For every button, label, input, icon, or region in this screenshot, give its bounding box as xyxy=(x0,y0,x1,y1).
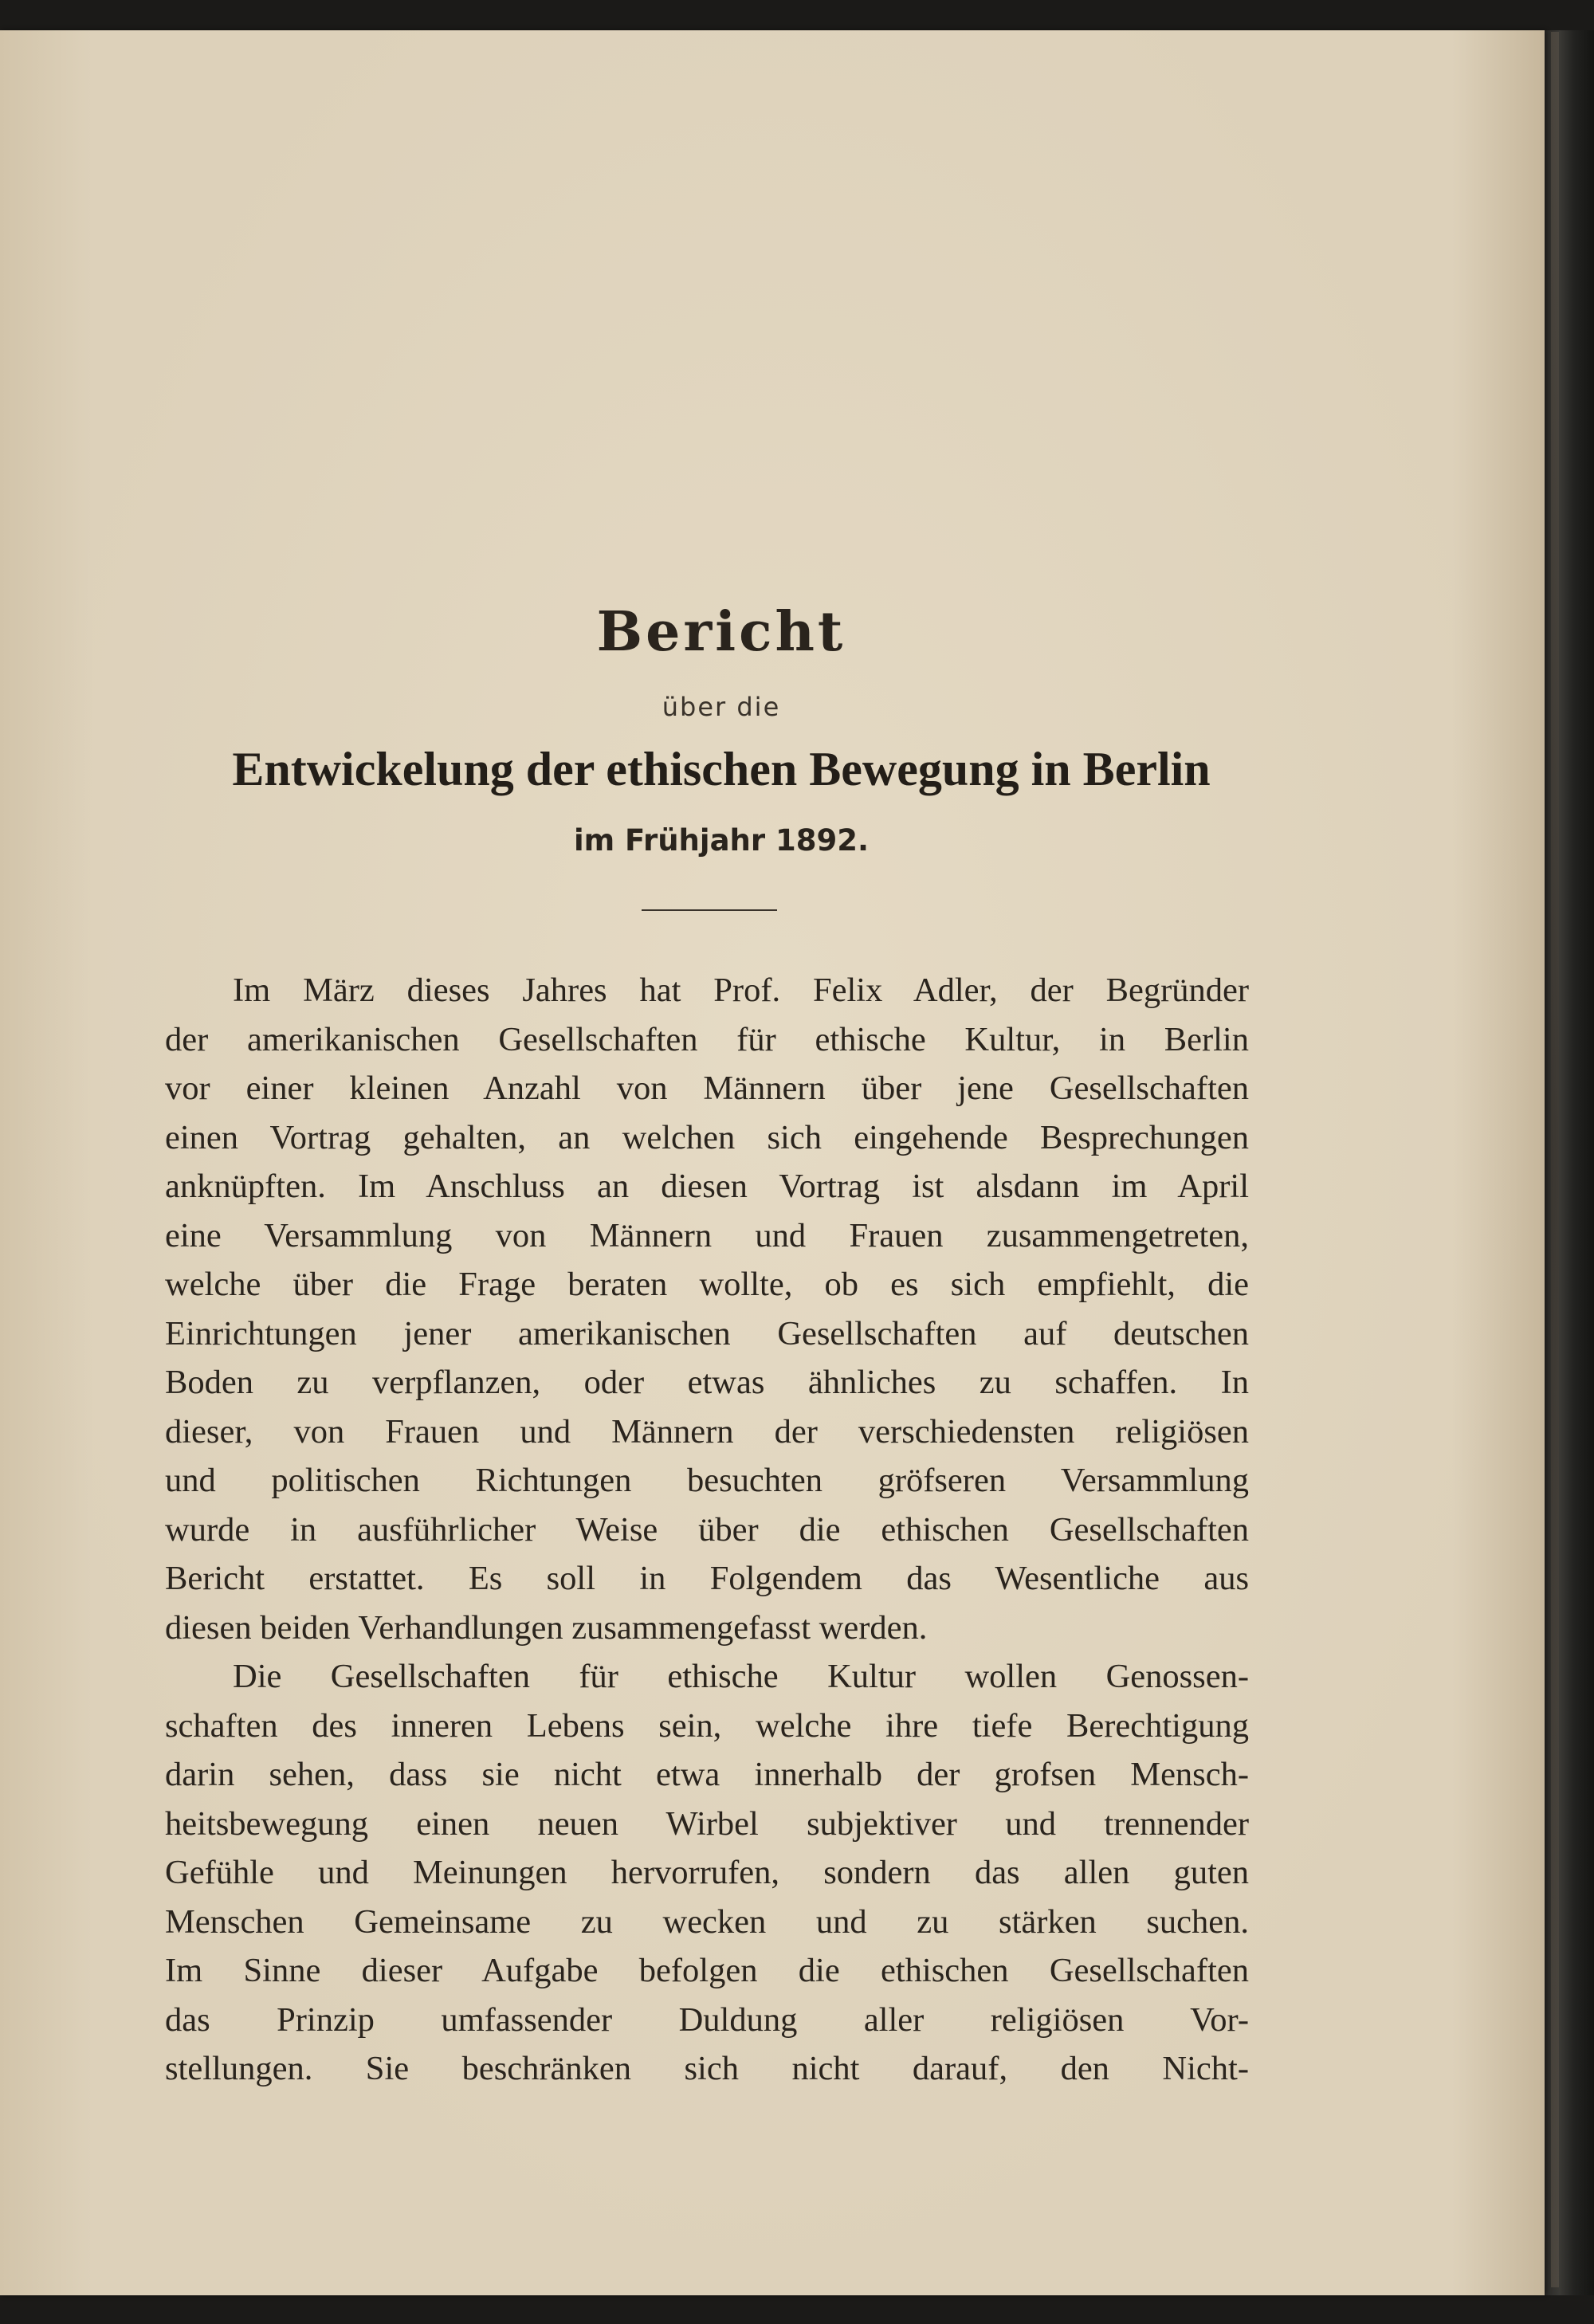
text-line: Im März dieses Jahres hat Prof. Felix Adler, der Begründer xyxy=(233,972,1249,1009)
document-subtitle: über die xyxy=(662,692,781,722)
document-heading: Entwickelung der ethischen Bewegung in Berlin xyxy=(232,743,1211,795)
text-line: anknüpften. Im Anschluss an diesen Vortrag ist alsdann im April xyxy=(165,1168,1249,1205)
text-line: Menschen Gemeinsame zu wecken und zu stärken suchen. xyxy=(165,1902,1249,1941)
separator-rule xyxy=(642,909,777,911)
text-line: eine Versammlung von Männern und Frauen zusammengetreten, xyxy=(165,1216,1249,1254)
text-line: heitsbewegung einen neuen Wirbel subjektiver und trennender xyxy=(165,1804,1249,1843)
text-line: Im Sinne dieser Aufgabe befolgen die ethischen Gesellschaften xyxy=(165,1952,1249,1989)
text-line: Gefühle und Meinungen hervorrufen, sondern das allen guten xyxy=(165,1854,1249,1891)
text-line: das Prinzip umfassender Duldung aller religiösen Vor- xyxy=(165,2000,1249,2039)
text-line: Bericht erstattet. Es soll in Folgendem das Wesentliche aus xyxy=(165,1560,1249,1597)
binding-edge xyxy=(1551,32,1559,2287)
document-page xyxy=(0,30,1545,2295)
text-line: wurde in ausführlicher Weise über die ethischen Gesellschaften xyxy=(165,1510,1249,1549)
text-line: Einrichtungen jener amerikanischen Gesellschaften auf deutschen xyxy=(165,1314,1249,1352)
body-text xyxy=(165,966,1249,2094)
text-line: welche über die Frage beraten wollte, ob es sich empfiehlt, die xyxy=(165,1266,1249,1303)
text-line: Die Gesellschaften für ethische Kultur wollen Genossen- xyxy=(233,1658,1249,1695)
text-line: schaften des inneren Lebens sein, welche ihre tiefe Berechtigung xyxy=(165,1706,1249,1745)
document-title: Bericht xyxy=(596,600,846,664)
text-line: der amerikanischen Gesellschaften für ethische Kultur, in Berlin xyxy=(165,1020,1249,1058)
text-line: einen Vortrag gehalten, an welchen sich eingehende Besprechungen xyxy=(165,1118,1249,1156)
text-line: diesen beiden Verhandlungen zusammengefasst werden. xyxy=(165,1608,928,1647)
paragraph-1 xyxy=(165,966,1249,1652)
text-line: Boden zu verpflanzen, oder etwas ähnliches zu schaffen. In xyxy=(165,1364,1249,1401)
text-line: und politischen Richtungen besuchten gröfseren Versammlung xyxy=(165,1462,1249,1499)
document-dateline: im Frühjahr 1892. xyxy=(573,823,870,858)
text-line: dieser, von Frauen und Männern der verschiedensten religiösen xyxy=(165,1412,1249,1451)
text-line: stellungen. Sie beschränken sich nicht darauf, den Nicht- xyxy=(165,2050,1249,2087)
paragraph-2 xyxy=(165,1652,1249,2094)
text-line: darin sehen, dass sie nicht etwa innerhalb der grofsen Mensch- xyxy=(165,1756,1249,1793)
text-line: vor einer kleinen Anzahl von Männern über jene Gesellschaften xyxy=(165,1070,1249,1107)
